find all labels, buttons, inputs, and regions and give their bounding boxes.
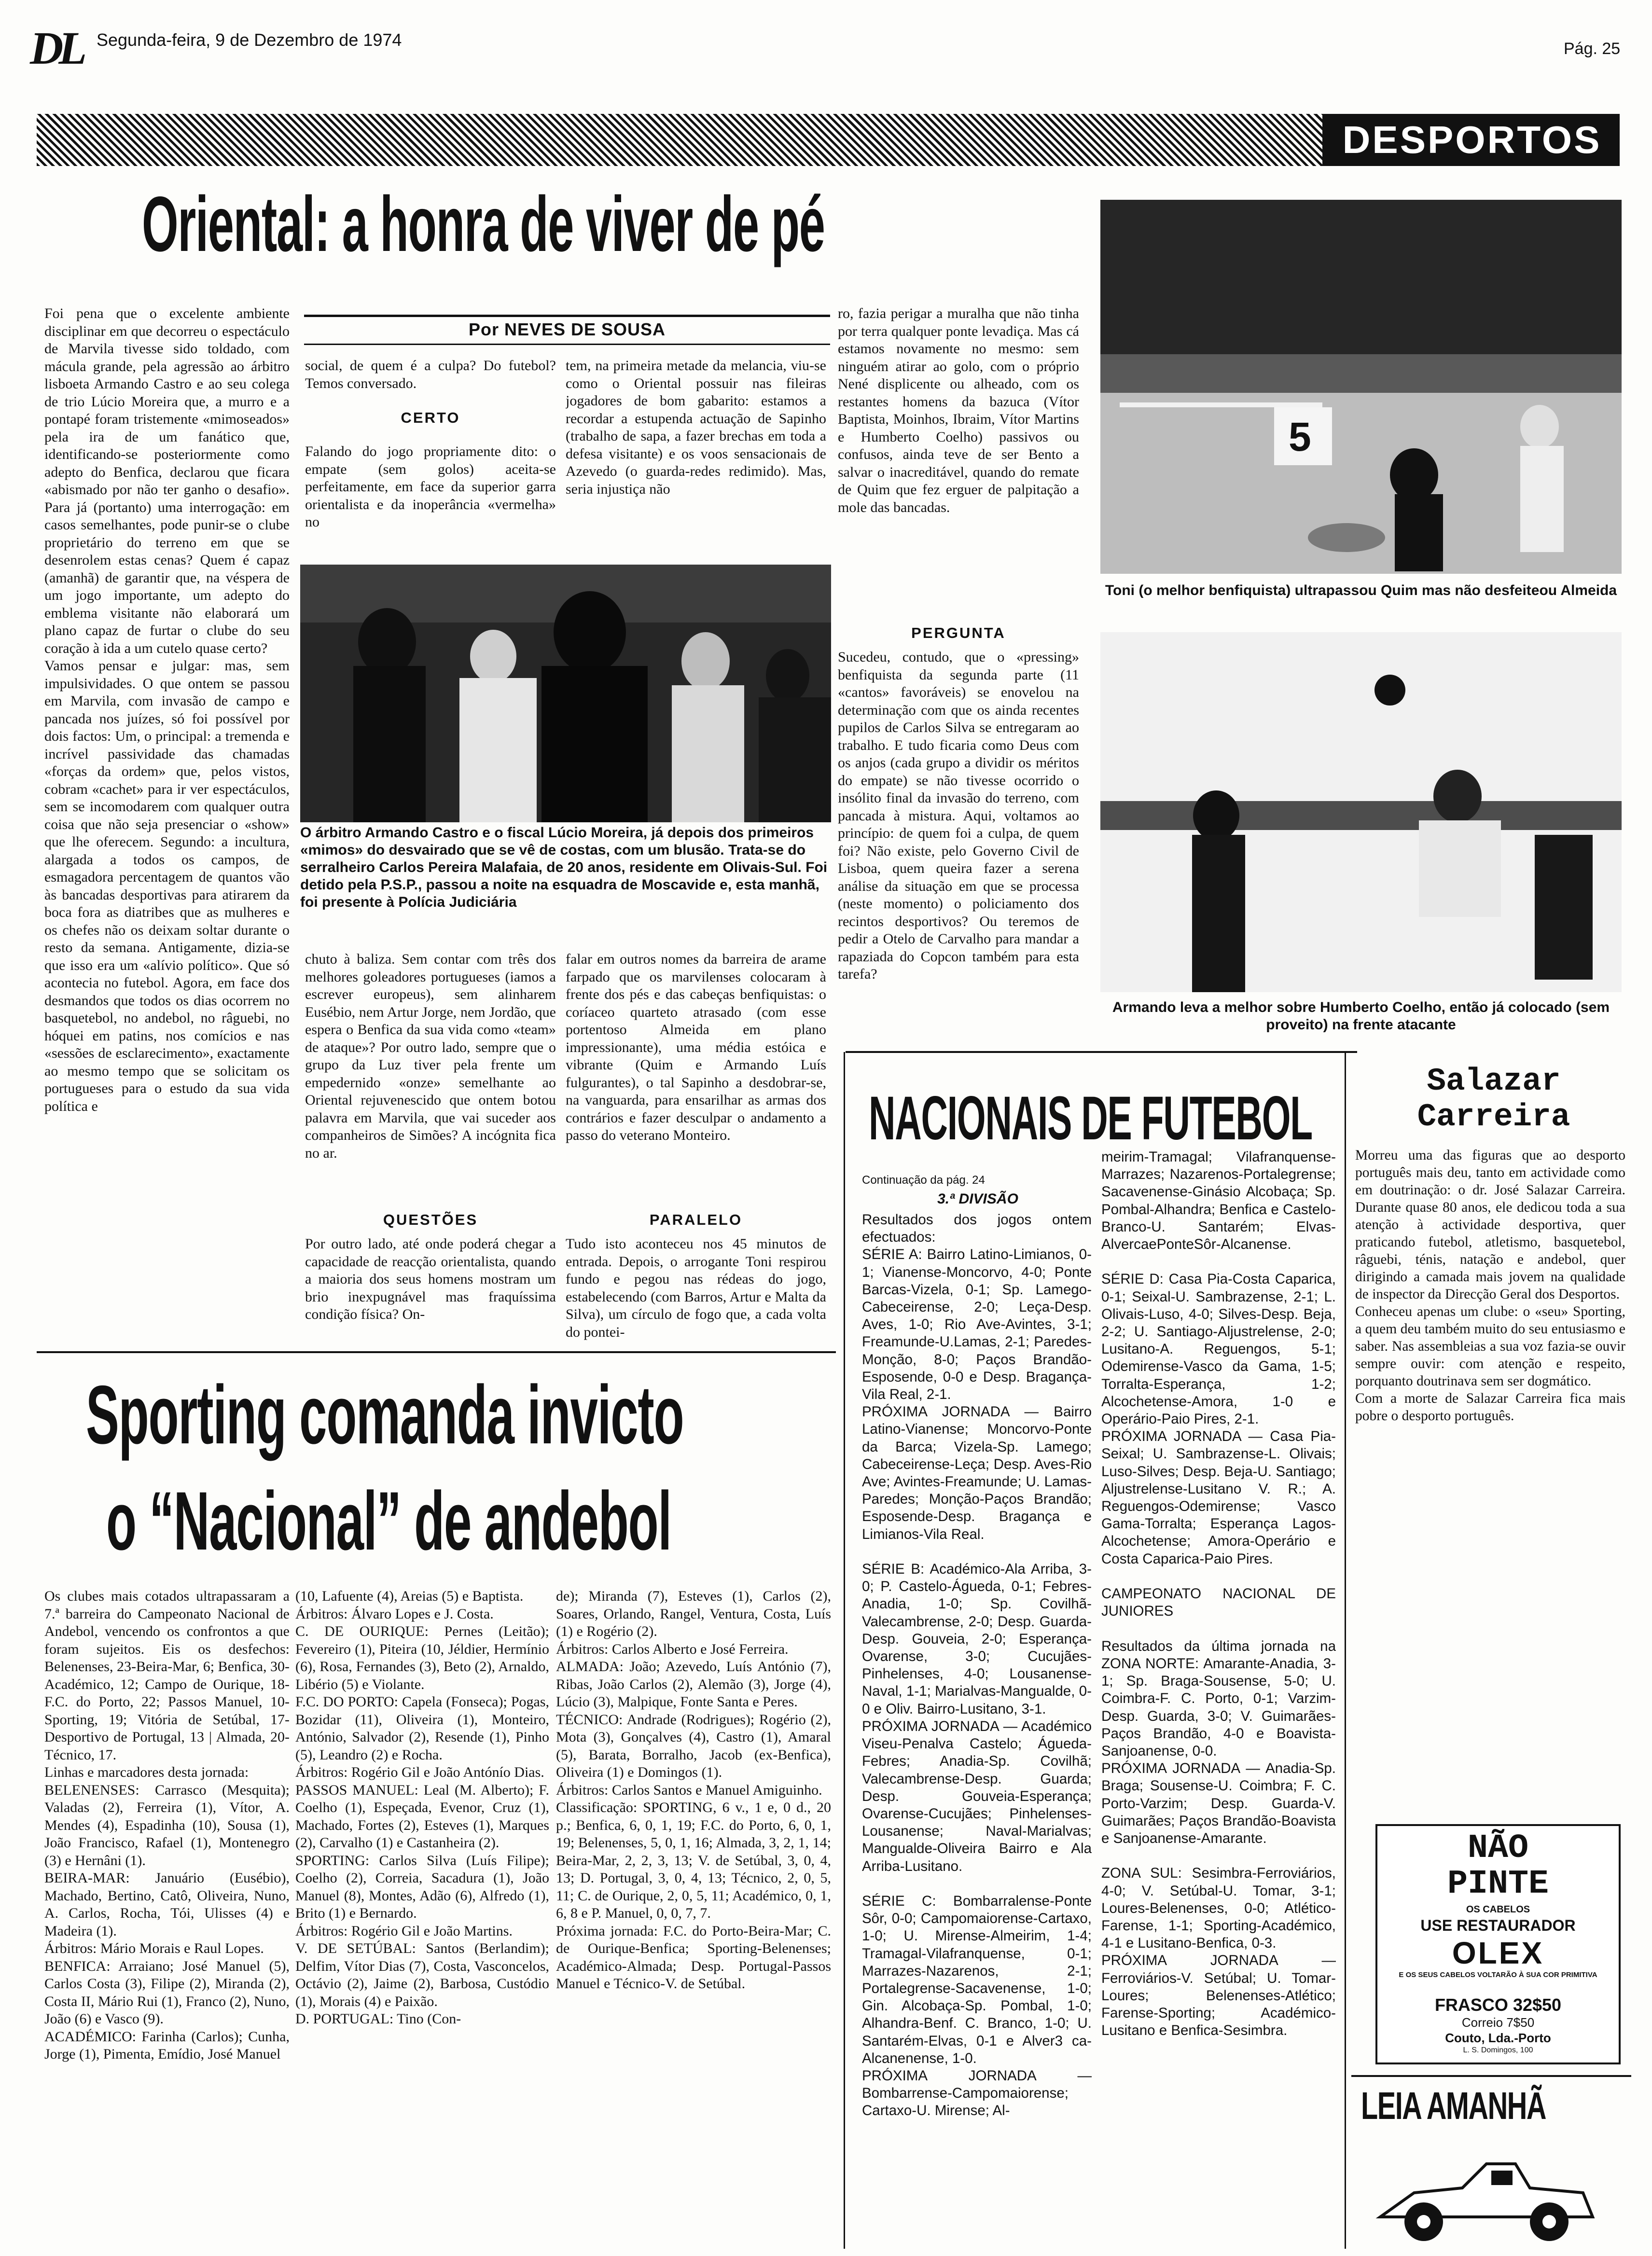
nacionais-column-1: Resultados dos jogos ontem efectuados: SÉRIE A: Bairro Latino-Limianos, 0-1; Vianense-Moncorvo, 4-0; Ponte Barcas-Vizela, 0-1; Sp. Lamego-Cabeceirense, 2-0; Leça-Desp. Aves, 1-0; Rio Ave-Avintes, 3-1; Freamunde-U.Lamas, 2-1; Paredes-Monção, 8-0; Paços Brandão-Esposende, 0-0 e Desp. Bragança-Vila Real, 2-1. PRÓXIMA JORNADA — Bairro Latino-Vianense; Moncorvo-Ponte da Barca; Vizela-Sp. Lamego; Cabeceirense-Leça; Desp. Aves-Rio Ave; Avintes-Freamunde; U. Lamas-Paredes; Monção-Paços Brandão; Esposende-Desp. Bragança e Limianos-Vila Real. SÉRIE B: Académico-Ala Arriba, 3-0; P. Castelo-Águeda, 0-1; Febres-Anadia, 1-0; Sp. Covilhã-Valecambrense, 2-0; Desp. Guarda-Desp. Gouveia, 2-0; Esperança-Ovarense, 3-0; Cucujães-Pinhelenses, 4-0; Lousanense-Naval, 1-1; Marialvas-Mangualde, 0-0 e Oliv. Bairro-Lusitano, 3-1. PRÓXIMA JORNADA — Académico Viseu-Penalva Castelo; Águeda-Febres; Anadia-Sp. Covilhã; Valecambrense-Desp. Guarda; Desp. Gouveia-Esperança; Ovarense-Cucujães; Pinhelenses-Lousanense; Naval-Marialvas; Mangualde-Oliveira Bairro e Ala Arriba-Lusitano. SÉRIE C: Bombarralense-Ponte Sôr, 0-0; Campomaiorense-Cartaxo, 1-0; U. Mirense-Almeirim, 1-4; Tramagal-Vilafranquense, 0-1; Marrazes-Nazarenos, 2-1; Portalegrense-Sacavenense, 1-0; Gin. Alcobaça-Sp. Pombal, 1-0; Alhandra-Benf. C. Branco, 1-0; U. Santarém-Elvas, 0-1 e Alver3 ca-Alcanenense, 1-0. PRÓXIMA JORNADA — Bombarrense-Campomaiorense; Cartaxo-U. Mirense; Al- <box>862 1212 1092 2119</box>
crowd-illustration <box>300 565 831 822</box>
salazar-left-rule <box>1345 1052 1346 2249</box>
sporting-top-rule <box>37 1351 836 1353</box>
race-car-icon <box>1371 2135 1602 2246</box>
byline-rule-bottom <box>304 344 830 345</box>
sporting-column-1: Os clubes mais cotados ultrapassaram a 7.ª barreira do Campeonato Nacional de Andebol, vencendo os confrontos a que foram sujeitos. Eis os desfechos: Belenenses, 23-Beira-Mar, 6; Benfica, 30-Académico, 12; Campo de Ourique, 18-F.C. do Porto, 22; Passos Manuel, 10-Sporting, 19; Vitória de Setúbal, 17-Desportivo de Portugal, 13 | Almada, 20-Técnico, 17. Linhas e marcadores desta jornada: BELENENSES: Carrasco (Mesquita); Valadas (2), Ferreira (1), Vítor, A. Mendes (4), Espadinha (10), Sousa (1), João Francisco, Rafael (1), Montenegro (3) e Hernâni (1). BEIRA-MAR: Januário (Eusébio), Machado, Bertino, Catô, Oliveira, Nuno, A. Carlos, Rocha, Tói, Ulisses (4) e Madeira (1). Árbitros: Mário Morais e Raul Lopes. BENFICA: Arraiano; José Manuel (5), Carlos Costa (3), Filipe (2), Miranda (2), Costa II, Mário Rui (1), Franco (2), Nuno, João (6) e Vasco (9). ACADÉMICO: Farinha (Carlos); Cunha, Jorge (1), Pimenta, Emídio, José Manuel <box>44 1588 290 2062</box>
issue-date: Segunda-feira, 9 de Dezembro de 1974 <box>97 30 402 50</box>
sporting-column-2: (10, Lafuente (4), Areias (5) e Baptista. Árbitros: Álvaro Lopes e J. Costa. C. DE OURIQUE: Pernes (Leitão); Fevereiro (1), Piteira (10, Jéldier, Hermínio (6), Rosa, Fernandes (3), Beto (2), Arnaldo, Libério (5) e Violante. F.C. DO PORTO: Capela (Fonseca); Pogas, Bozidar (11), Oliveira (1), Monteiro, António, Salvador (2), Resende (1), Pinho (5), Leandro (2) e Rocha. Árbitros: Rogério Gil e João Antónío Dias. PASSOS MANUEL: Leal (M. Alberto); F. Coelho (1), Espeçada, Evenor, Cruz (1), Machado, Fortes (2), Esteves (1), Marques (2), Carvalho (1) e Castanheira (2). SPORTING: Carlos Silva (Luís Filipe); Coelho (2), Correia, Sacadura (1), João Manuel (8), Montes, Adão (6), Alfredo (1), Brito (1) e Bernardo. Árbitros: Rogério Gil e João Martins. V. DE SETÚBAL: Santos (Berlandim); Delfim, Vítor Dias (7), Costa, Vasconcelos, Octávio (2), Jaime (2), Barbosa, Custódio (1), Morais (4) e Paixão. D. PORTUGAL: Tino (Con- <box>295 1588 549 2027</box>
olex-ad-line-3: OS CABELOS <box>1466 1904 1530 1915</box>
nacionais-column-2: meirim-Tramagal; Vilafranquense-Marrazes; Nazarenos-Portalegrense; Sacavenense-Ginásio Alcobaça; Sp. Pombal-Alhandra; Benfica e Castelo-Branco-U. Santarém; Elvas-AlvercaePonteSôr-Alcanense. SÉRIE D: Casa Pia-Costa Caparica, 0-1; Seixal-U. Sambrazense, 2-1; L. Olivais-Luso, 4-0; Silves-Desp. Beja, 2-2; U. Santiago-Aljustrelense, 2-0; Lusitano-A. Reguengos, 5-1; Odemirense-Vasco da Gama, 1-5; Torralta-Esperança, 1-2; Alcochetense-Amora, 1-0 e Operário-Paio Pires, 2-1. PRÓXIMA JORNADA — Casa Pia-Seixal; U. Sambrazense-L. Olivais; Luso-Silves; Desp. Beja-U. Santiago; Aljustrelense-Lusitano V. R.; A. Reguengos-Odemirense; Vasco Gama-Torralta; Esperança Lagos-Alcochetense; Amora-Operário e Costa Caparica-Paio Pires. CAMPEONATO NACIONAL DE JUNIORES Resultados da última jornada na ZONA NORTE: Amarante-Anadia, 3-1; Sp. Braga-Sousense, 5-0; U. Coimbra-F. C. Porto, 0-1; Varzim-Desp. Guarda, 3-0; V. Guimarães-Paços Brandão, 4-0 e Boavista-Sanjoanense, 0-0. PRÓXIMA JORNADA — Anadia-Sp. Braga; Sousense-U. Coimbra; F. C. Porto-Varzim; Desp. Guarda-V. Guimarães; Paços Brandão-Boavista e Sanjoanense-Amarante. ZONA SUL: Sesimbra-Ferroviários, 4-0; V. Setúbal-U. Tomar, 3-1; Loures-Belenenses, 0-0; Atlético-Farense, 1-1; Sporting-Académico, 4-1 e Lusitano-Benfica, 0-3. PRÓXIMA JORNADA — Ferroviários-V. Setúbal; U. Tomar-Loures; Belenenses-Atlético; Farense-Sporting; Académico-Lusitano e Benfica-Sesimbra. <box>1101 1149 1336 2039</box>
armando-humberto-photo <box>1100 632 1622 992</box>
oriental-column-3-paralelo: Tudo isto aconteceu nos 45 minutos de entrada. Depois, o arrogante Toni respirou fundo e pegou nas rédeas do jogo, estabelecendo (com Barros, Artur e Malta da Silva), um círculo de fogo que, a cada volta do pontei- <box>566 1236 826 1340</box>
oriental-column-2-certo: Falando do jogo propriamente dito: o empate (sem golos) aceita-se perfeitamente, em face da superior garra orientalista e da inoperância «vermelha» no <box>305 443 556 530</box>
oriental-column-4-pergunta: Sucedeu, contudo, que o «pressing» benfiquista da segunda parte (11 «cantos» favoráveis) se enovelou na determinação com que os ainda recentes pupilos de Carlos Silva se entregaram ao trabalho. E tudo ficaria como Deus com os anjos (cada grupo a dividir os méritos do empate) se não tivesse ocorrido o insólito final da invasão do terreno, com pancada à mistura. Aqui, voltamos ao princípio: de quem foi a culpa, de quem foi? Não existe, pelo Governo Civil de Lisboa, quem queira fazer a serena análise da situação em que se processa (neste momento) o policiamento dos recintos desportivos? Ou teremos de pedir a Otelo de Carvalho para mandar a rapaziada do Copcon também para esta tarefa? <box>838 649 1079 982</box>
nacionais-continuation: Continuação da pág. 24 <box>862 1174 985 1187</box>
toni-quim-photo <box>1100 200 1622 574</box>
salazar-body: Morreu uma das figuras que ao desporto português mais deu, tanto em actividade como em doutrinação: o dr. José Salazar Carreira. Durante quase 80 anos, ele dedicou toda a sua atenção à actividade desportiva, quer praticando futebol, atletismo, basquetebol, râguebi, ténis, natação e andebol, quer dirigindo a camada mais jovem na qualidade de inspector da Direcção Geral dos Desportos. Conheceu apenas um clube: o «seu» Sporting, a quem deu também muito do seu entusiasmo e saber. Nas assembleias a sua voz fazia-se ouvir sempre ouvir: com atenção e respeito, porquanto doutrinava sem ser dogmático. Com a morte de Salazar Carreira fica mais pobre o desporto português. <box>1355 1148 1625 1424</box>
newspaper-logo: DL <box>30 22 82 74</box>
stadium-illustration <box>1100 200 1622 574</box>
header-duel-illustration <box>1100 632 1622 992</box>
oriental-column-2-bottom: chuto à baliza. Sem contar com três dos melhores goleadores portugueses (iamos a escrever europeus), sem alinharem Eusébio, nem Artur Jorge, nem Jordão, que espera o Benfica da sua vida como «team» de ataque»? Por outro lado, sempre que o grupo da Luz tiver pela frente um empedernido «onze» semelhante ao Oriental rejuvenescido que ontem botou palavra em Marvila, que vai suceder aos companheiros de Simões? A incógnita fica no ar. <box>305 951 556 1161</box>
olex-ad-line-2: PINTE <box>1447 1865 1549 1903</box>
leia-amanha-title: LEIA AMANHÃ <box>1361 2084 1546 2127</box>
olex-ad-line-1: NÃO <box>1467 1829 1529 1868</box>
oriental-column-4-top: ro, fazia perigar a muralha que não tinha por terra qualquer ponte levadiça. Mas cá estamos novamente no mesmo: sem ninguém atirar ao golo, com o próprio Nené displicente ou alheado, com os restantes homens da bazuca (Vítor Baptista, Moinhos, Ibraim, Vítor Martins e Humberto Coelho) passivos ou confusos, ainda teve de ser Bento a salvar o inacreditável, quando do remate de Quim que fez erguer de palpitação a mole das bancadas. <box>838 305 1079 515</box>
toni-photo-caption: Toni (o melhor benfiquista) ultrapassou Quim mas não desfeiteou Almeida <box>1105 582 1617 598</box>
oriental-column-2-questoes: Por outro lado, até onde poderá chegar a capacidade de reacção orientalista, quando a maioria dos seus homens mostram um brio inexpugnável mas fraquíssima condição física? On- <box>305 1236 556 1322</box>
oriental-headline: Oriental: a honra de viver de pé <box>142 180 825 268</box>
olex-ad-price: FRASCO 32$50 <box>1434 1995 1562 2015</box>
oriental-byline: Por NEVES DE SOUSA <box>468 319 666 339</box>
salazar-title-line-1: Salazar <box>1427 1063 1561 1099</box>
jersey-number: 5 <box>1289 414 1311 459</box>
masthead <box>0 0 1652 161</box>
salazar-title-line-2: Carreira <box>1417 1099 1570 1135</box>
olex-ad-line-4: USE RESTAURADOR <box>1420 1917 1576 1934</box>
armando-photo-caption: Armando leva a melhor sobre Humberto Coelho, então já colocado (sem proveito) na frente atacante <box>1112 999 1610 1033</box>
sporting-column-3: de); Miranda (7), Esteves (1), Carlos (2), Soares, Orlando, Rangel, Ventura, Costa, Luís (1) e Rogério (2). Árbitros: Carlos Alberto e José Ferreira. ALMADA: João; Azevedo, Luís António (7), Ribas, João Carlos (2), Alemão (3), Jorge (4), Lúcio (3), Malpique, Fonte Santa e Peres. TÉCNICO: Andrade (Rodrigues); Rogério (2), Mota (3), Gonçalves (4), Castro (1), Amaral (5), Barata, Borralho, Jacob (ex-Benfica), Oliveira (1) e Domingos (1). Árbitros: Carlos Santos e Manuel Amiguinho. Classificação: SPORTING, 6 v., 1 e, 0 d., 20 p.; Benfica, 6, 0, 1, 19; F.C. do Porto, 6, 0, 1, 19; Belenenses, 5, 0, 1, 16; Almada, 3, 2, 1, 14; Beira-Mar, 2, 2, 3, 13; V. de Setúbal, 3, 0, 4, 13; D. Portugal, 3, 0, 4, 13; Técnico, 2, 0, 5, 11; C. de Ourique, 2, 0, 5, 11; Académico, 0, 1, 6, 8 e P. Manuel, 0, 0, 7, 7. Próxima jornada: F.C. do Porto-Beira-Mar; C. de Ourique-Benfica; Sporting-Belenenses; Académico-Almada; Desp. Portugal-Passos Manuel e Técnico-V. de Setúbal. <box>556 1588 831 1992</box>
byline-rule-top <box>304 315 830 317</box>
oriental-column-3-top: tem, na primeira metade da melancia, viu-se como o Oriental possuir nas fileiras jogadores de bom gabarito: estamos a recordar a estupenda actuação de Sapinho (trabalho de sapa, a fazer brechas em toda a defesa visitante) e os voos sensacionais de Azevedo (o guarda-redes redimido). Mas, seria injustiça não <box>566 358 826 497</box>
olex-ad-address: L. S. Domingos, 100 <box>1463 2046 1533 2054</box>
certo-heading: CERTO <box>401 409 460 426</box>
oriental-column-2-top: social, de quem é a culpa? Do futebol? Temos conversado. <box>305 358 556 391</box>
nacionais-left-rule <box>844 1052 845 2249</box>
sporting-headline-line-2: o “Nacional” de andebol <box>106 1475 671 1567</box>
section-label: DESPORTOS <box>1342 118 1602 161</box>
nacionais-division: 3.ª DIVISÃO <box>937 1191 1018 1207</box>
leia-amanha-box <box>1351 2075 1631 2251</box>
referee-incident-photo <box>300 565 831 822</box>
oriental-column-3-bottom: falar em outros nomes da barreira de arame farpado que os marvilenses colocaram à frente dos pés e das cabeças benfiquistas: o coríaceo quarteto atrasado (com esse portentoso Almeida em plano impressionante), uma média estóica e vibrante (Quim e Armando Luís fulgurantes), o tal Sapinho a desdobrar-se, na vanguarda, para ensarilhar as armas dos contrários e fazer desculpar o andamento a passo do veterano Monteiro. <box>566 951 826 1143</box>
olex-ad-tagline: E OS SEUS CABELOS VOLTARÃO À SUA COR PRIMITIVA <box>1399 1971 1597 1979</box>
oriental-column-1: Foi pena que o excelente ambiente disciplinar em que decorreu o espectáculo de Marvila tivesse sido toldado, com mácula grande, pela agressão ao árbitro lisboeta Armando Castro e ao seu colega de trio Lúcio Moreira que, a murro e a pontapé foram tristemente «mimoseados» pela ira de um fanático que, identificando-se posteriormente como adepto do Benfica, declarou que ficara «abismado por não ter ganho o desafio». Para já (portanto) uma interrogação: em casos semelhantes, pode punir-se o clube proprietário do terreno em que se desenrolem estas cenas? Quem é capaz (amanhã) de garantir que, na véspera de um jogo importante, um adepto do emblema visitante não elaborará um plano capaz de furtar o clube do seu coração à ida a um cutelo quase certo? Vamos pensar e julgar: mas, sem impulsividades. O que ontem se passou em Marvila, com invasão de campo e pancada nos juízes, só foi possível por dois factos: Um, o principal: a tremenda e incrível passividade das chamadas «forças da ordem» que, pelos vistos, cobram «cachet» para ir ver espectáculos, sem se incomodarem com qualquer outra coisa que não seja presenciar o «show» que lhe oferecem. Segundo: a incultura, alargada a todos os campos, de esmagadora percentagem de quantos vão às bancadas desportivas para atirarem da boca fora as diatribes que as mulheres e os chefes não os deixam soltar durante o resto da semana. Antigamente, dizia-se que isso era um «alívio político». Que só acontecia no futebol. Agora, em face dos desmandos que todos os dias ocorrem no basquetebol, no andebol, no râguebi, no hóquei em patins, nos comícios e nas «sessões de esclarecimento», exactamente ao mesmo tempo que se solicitam os portugueses para o estudo da sua vida política e <box>44 305 290 1114</box>
olex-ad <box>1375 1824 1621 2064</box>
nacionais-headline: NACIONAIS DE FUTEBOL <box>869 1084 1312 1153</box>
sporting-headline-line-1: Sporting comanda invicto <box>86 1369 684 1461</box>
olex-ad-brand: OLEX <box>1452 1936 1544 1970</box>
referee-photo-caption: O árbitro Armando Castro e o fiscal Lúcio Moreira, já depois dos primeiros «mimos» do desvairado que se vê de costas, com um blusão. Trata-se do serralheiro Carlos Pereira Malafaia, de 20 anos, residente em Olivais-Sul. Foi detido pela P.S.P., passou a noite na esquadra de Moscavide e, esta manhã, foi presente à Polícia Judiciária <box>300 825 828 910</box>
nacionais-top-rule <box>846 1051 1357 1053</box>
paralelo-heading: PARALELO <box>649 1211 743 1228</box>
olex-ad-postage: Correio 7$50 <box>1461 2015 1535 2030</box>
questoes-heading: QUESTÕES <box>383 1211 478 1228</box>
page-number: Pág. 25 <box>1564 40 1621 58</box>
olex-ad-company: Couto, Lda.-Porto <box>1445 2031 1551 2045</box>
pergunta-heading: PERGUNTA <box>911 624 1006 641</box>
